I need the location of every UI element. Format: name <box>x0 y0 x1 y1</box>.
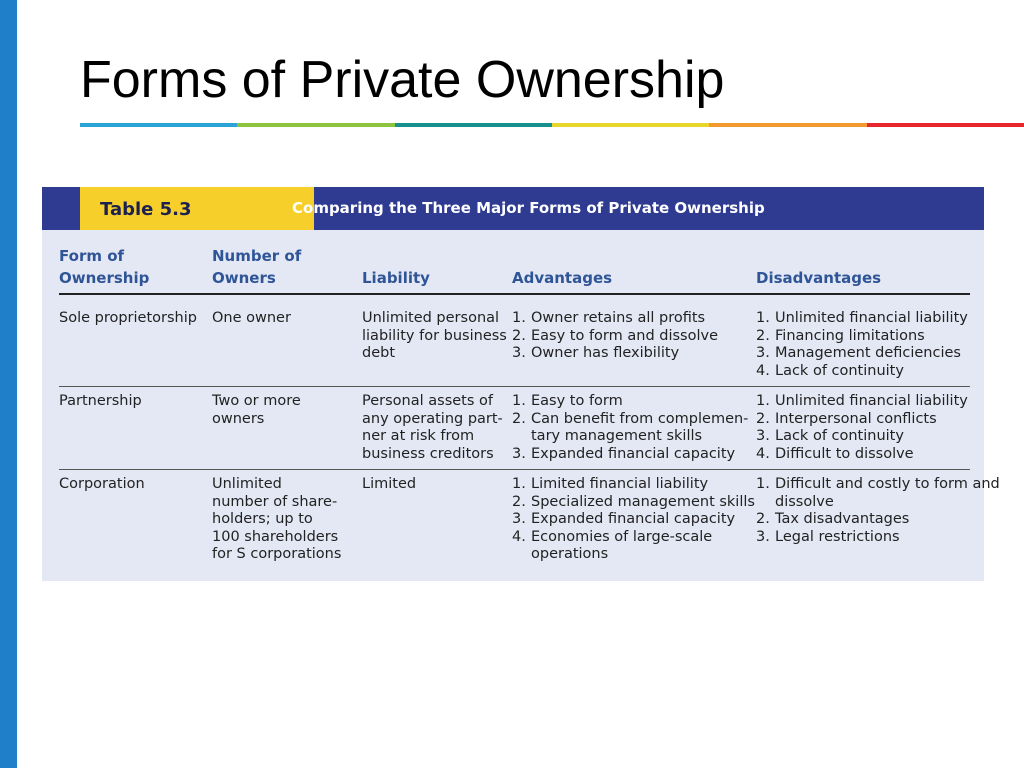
side-accent-bar <box>0 0 17 768</box>
cell-liability-line: debt <box>362 345 396 361</box>
column-header-line: Disadvantages <box>756 269 882 287</box>
list-item <box>756 328 968 346</box>
cell-advantages <box>512 393 748 463</box>
item-text: Financing limitations <box>775 327 925 344</box>
row-divider <box>59 386 970 387</box>
cell-form-line: Partnership <box>59 393 142 409</box>
cell-owners-line: 100 shareholders <box>212 528 339 545</box>
item-number: 1. <box>756 476 770 492</box>
column-header-line: Advantages <box>512 269 613 287</box>
cell-owners-line: holders; up to <box>212 511 313 527</box>
list-item <box>512 511 755 529</box>
item-text: Difficult to dissolve <box>775 445 914 462</box>
item-text: Economies of large-scale <box>531 528 713 545</box>
cell-owners <box>212 393 301 428</box>
item-number: 1. <box>512 393 526 409</box>
list-item <box>512 494 755 512</box>
item-number: 3. <box>512 511 526 527</box>
item-number: 4. <box>512 528 526 545</box>
item-text: Can benefit from complemen- <box>531 410 749 427</box>
underline-segment <box>395 123 552 127</box>
cell-owners-line: owners <box>212 410 265 427</box>
cell-owners <box>212 476 341 564</box>
list-item <box>512 446 748 464</box>
list-item <box>756 310 968 328</box>
cell-liability-line: Limited <box>362 476 417 492</box>
column-header-line: Owners <box>212 269 276 287</box>
list-item <box>756 476 1000 494</box>
cell-liability <box>362 393 503 463</box>
cell-liability-line: Personal assets of <box>362 393 493 409</box>
item-number: 3. <box>756 345 770 361</box>
item-number: 4. <box>756 362 770 379</box>
item-number <box>756 494 775 512</box>
item-number: 2. <box>512 493 526 510</box>
item-number <box>512 428 531 446</box>
column-header-advantages <box>512 267 612 289</box>
column-header-line: Form of <box>59 247 125 265</box>
item-text: tary management skills <box>531 428 703 444</box>
list-item <box>756 529 1000 547</box>
list-item <box>756 511 1000 529</box>
item-text: Unlimited financial liability <box>775 310 968 326</box>
cell-liability-line: business creditors <box>362 445 494 462</box>
column-header-owners <box>212 245 301 289</box>
cell-form <box>59 476 145 494</box>
cell-disadvantages <box>756 393 968 463</box>
list-item <box>756 411 968 429</box>
item-text: operations <box>531 546 609 562</box>
list-item <box>512 529 755 547</box>
item-number: 4. <box>756 445 770 462</box>
cell-form <box>59 393 142 411</box>
item-text: Expanded financial capacity <box>531 445 736 462</box>
cell-liability <box>362 310 507 363</box>
column-header-disadvantages <box>756 267 881 289</box>
title-underline <box>80 123 1024 127</box>
item-text: Limited financial liability <box>531 476 709 492</box>
cell-owners <box>212 310 291 328</box>
item-text: Interpersonal conflicts <box>775 410 937 427</box>
item-text: Management deficiencies <box>775 345 961 361</box>
cell-liability-line: Unlimited personal <box>362 310 500 326</box>
cell-owners-line: number of share- <box>212 493 338 510</box>
item-text: Owner has flexibility <box>531 345 680 361</box>
underline-segment <box>80 123 237 127</box>
list-item <box>756 494 1000 512</box>
item-number: 3. <box>512 345 526 361</box>
item-number: 1. <box>756 310 770 326</box>
item-number: 2. <box>756 511 770 527</box>
list-item <box>512 476 755 494</box>
list-item <box>512 310 718 328</box>
item-number: 3. <box>512 445 526 462</box>
list-item <box>512 393 748 411</box>
table-number: Table 5.3 <box>100 199 192 220</box>
list-item <box>756 428 968 446</box>
item-number: 2. <box>756 410 770 427</box>
row-divider <box>59 469 970 470</box>
item-number: 2. <box>512 327 526 344</box>
item-text: Specialized management skills <box>531 493 755 510</box>
underline-segment <box>237 123 394 127</box>
item-text: Owner retains all profits <box>531 310 706 326</box>
cell-form-line: Corporation <box>59 476 145 492</box>
cell-advantages <box>512 476 755 564</box>
list-item <box>512 328 718 346</box>
cell-liability <box>362 476 416 494</box>
list-item <box>512 345 718 363</box>
item-number: 3. <box>756 428 770 444</box>
header-rule <box>59 293 970 295</box>
list-item <box>756 345 968 363</box>
list-item <box>512 428 748 446</box>
cell-liability-line: any operating part- <box>362 410 503 427</box>
cell-disadvantages <box>756 476 1000 546</box>
list-item <box>756 393 968 411</box>
item-number: 2. <box>756 327 770 344</box>
item-text: Legal restrictions <box>775 528 900 545</box>
item-number: 2. <box>512 410 526 427</box>
slide-title: Forms of Private Ownership <box>80 51 725 109</box>
cell-disadvantages <box>756 310 968 380</box>
cell-owners-line: Unlimited <box>212 476 282 492</box>
item-text: Difficult and costly to form and <box>775 476 1000 492</box>
item-text: Easy to form and dissolve <box>531 327 719 344</box>
column-header-line: Liability <box>362 269 430 287</box>
item-text: Easy to form <box>531 393 623 409</box>
column-header-liability <box>362 267 430 289</box>
item-number <box>512 546 531 564</box>
item-number: 1. <box>512 476 526 492</box>
list-item <box>756 446 968 464</box>
item-text: Expanded financial capacity <box>531 511 736 527</box>
item-text: Unlimited financial liability <box>775 393 968 409</box>
cell-liability-line: liability for business <box>362 327 507 344</box>
column-header-form <box>59 245 149 289</box>
list-item <box>512 546 755 564</box>
list-item <box>756 363 968 381</box>
table-heading: Comparing the Three Major Forms of Private Ownership <box>292 199 765 217</box>
item-number: 1. <box>756 393 770 409</box>
cell-form <box>59 310 197 328</box>
comparison-table <box>42 187 1000 581</box>
list-item <box>512 411 748 429</box>
cell-form-line: Sole proprietorship <box>59 310 197 326</box>
underline-segment <box>552 123 709 127</box>
column-header-line: Ownership <box>59 269 150 287</box>
column-header-line: Number of <box>212 247 302 265</box>
cell-liability-line: ner at risk from <box>362 428 475 444</box>
item-number: 1. <box>512 310 526 326</box>
item-text: Tax disadvantages <box>775 511 910 527</box>
item-text: Lack of continuity <box>775 428 904 444</box>
item-text: Lack of continuity <box>775 362 904 379</box>
item-text: dissolve <box>775 493 834 510</box>
cell-advantages <box>512 310 718 363</box>
item-number: 3. <box>756 528 770 545</box>
cell-owners-line: Two or more <box>212 393 301 409</box>
underline-segment <box>867 123 1024 127</box>
cell-owners-line: One owner <box>212 310 291 326</box>
underline-segment <box>709 123 866 127</box>
cell-owners-line: for S corporations <box>212 546 342 562</box>
